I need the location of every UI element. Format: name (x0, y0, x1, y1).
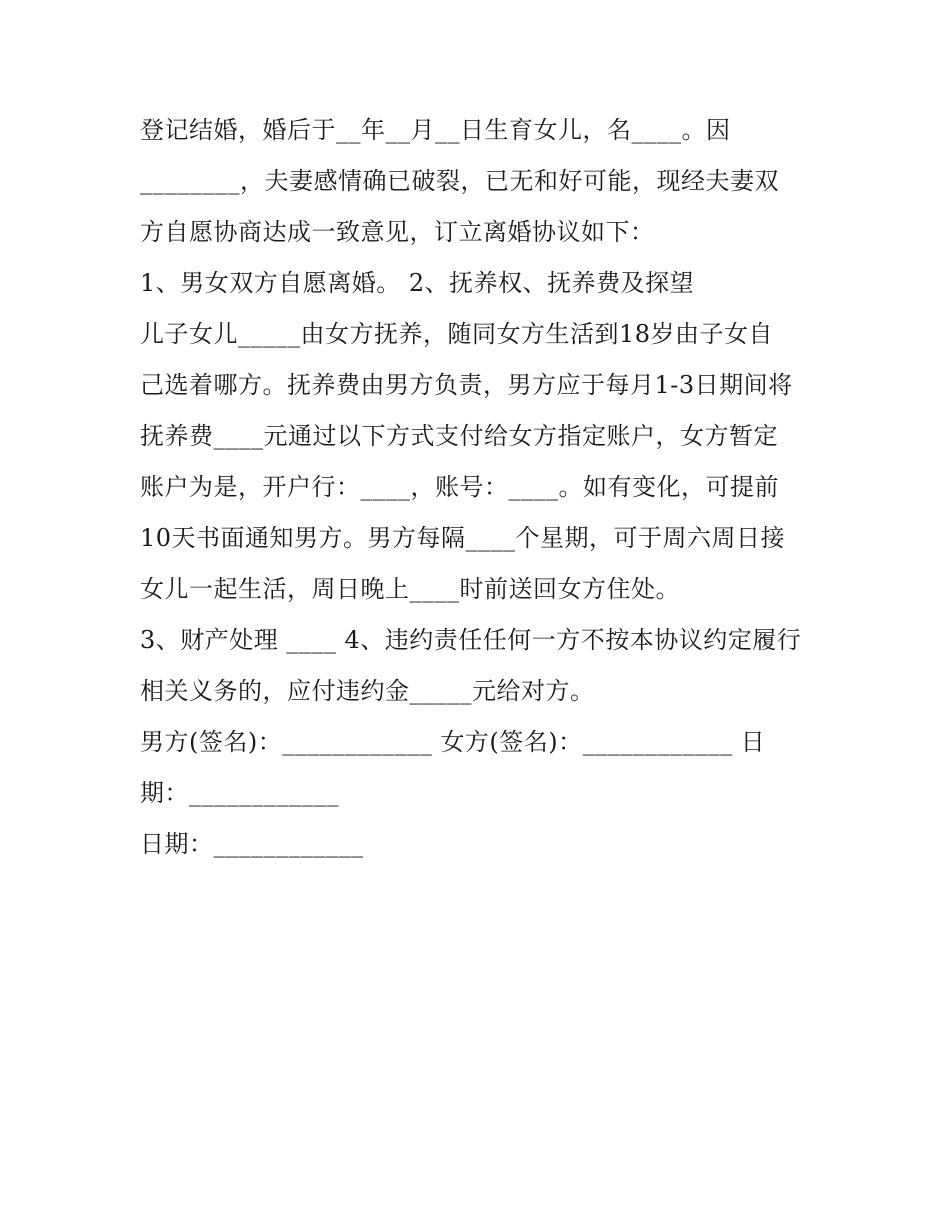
text-line: 10天书面通知男方。男方每隔____个星期，可于周六周日接 (140, 524, 786, 552)
text-line: ________，夫妻感情确已破裂，已无和好可能，现经夫妻双 (140, 167, 779, 195)
text-line: 女儿一起生活，周日晚上____时前送回女方住处。 (140, 575, 680, 603)
text-line: 方自愿协商达成一致意见，订立离婚协议如下： (140, 218, 655, 246)
signature-line: 男方(签名)：____________ 女方(签名)：____________ 日 (140, 728, 766, 756)
text-line: 登记结婚，婚后于__年__月__日生育女儿，名____。因 (140, 116, 731, 144)
date-line: 日期：____________ (140, 830, 364, 858)
date-line: 期：____________ (140, 779, 339, 807)
text-line: 己选着哪方。抚养费由男方负责，男方应于每月1-3日期间将 (140, 371, 793, 399)
text-line: 相关义务的，应付违约金_____元给对方。 (140, 677, 595, 705)
text-line: 抚养费____元通过以下方式支付给女方指定账户，女方暂定 (140, 422, 778, 450)
text-line: 儿子女儿_____由女方抚养，随同女方生活到18岁由子女自 (140, 320, 774, 348)
text-line: 3、财产处理 ____ 4、违约责任任何一方不按本协议约定履行 (140, 626, 802, 654)
text-line: 1、男女双方自愿离婚。 2、抚养权、抚养费及探望 (140, 269, 695, 297)
text-line: 账户为是，开户行：____，账号：____。如有变化，可提前 (140, 473, 779, 501)
agreement-body (140, 105, 820, 870)
